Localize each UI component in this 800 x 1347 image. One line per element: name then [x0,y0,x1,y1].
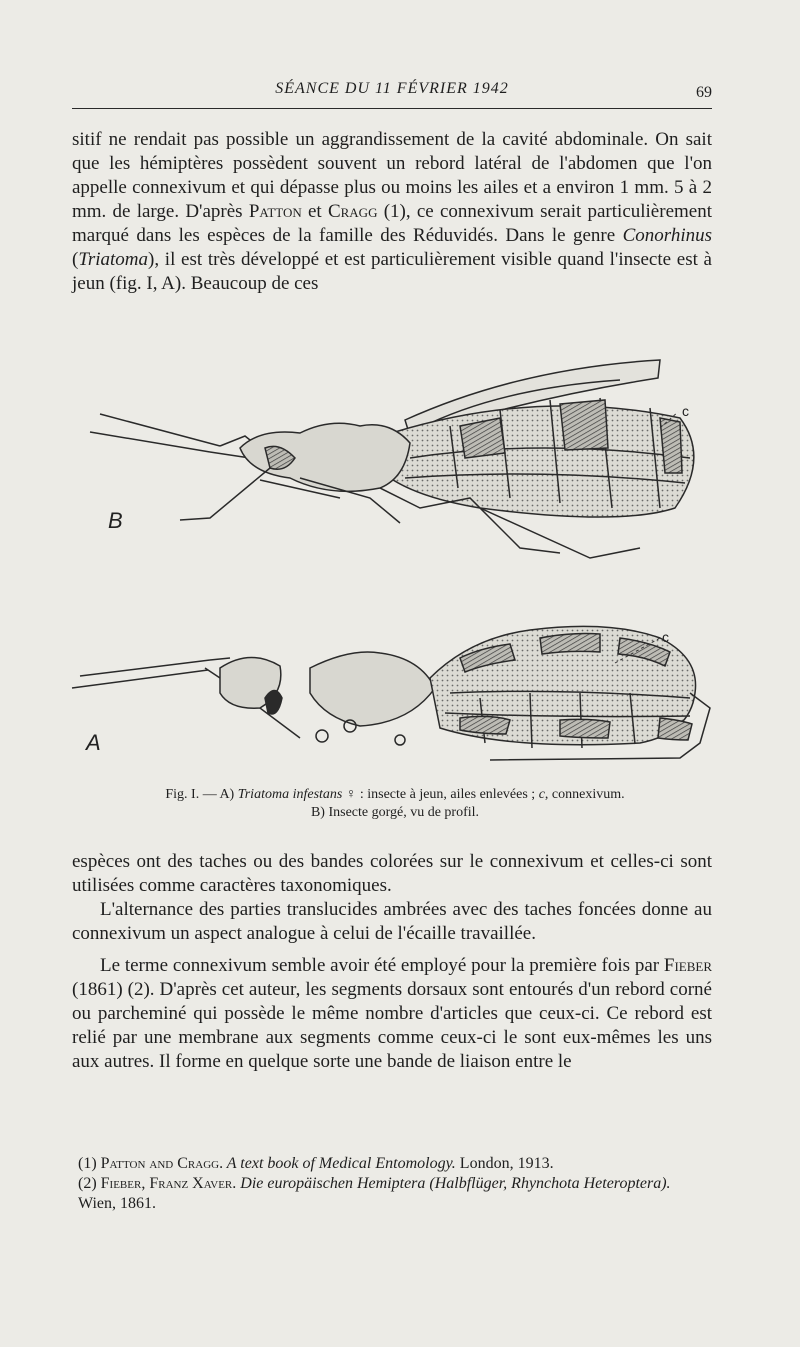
footnote-text: London, 1913. [455,1155,554,1172]
genus-name: Triatoma [78,249,149,270]
footnote-1 [78,1154,710,1174]
text-run: ( [72,249,79,270]
author-name: Patton [248,201,302,222]
text-run: (1), ce connexivum serait particulièrement marqué dans les espèces de la famille des Réduvidés. Dans le genre [72,201,712,246]
footnote-authors: Fieber, Franz Xaver. [100,1175,237,1192]
genus-name: Conorhinus [622,225,712,246]
footnote-number: (2) [78,1175,101,1192]
caption-line-2: B) Insecte gorgé, vu de profil. [310,805,480,820]
text-run: (1861) (2). D'après cet auteur, les segments dorsaux sont entourés d'un rebord corné ou parcheminé qui possède le même nombre d'articles que ceux-ci. Ce rebord est relié par une membrane aux segments comme ceux-ci le sont eux-mêmes les uns aux autres. Il forme en quelque sorte une bande de liaison entre le [72,979,712,1072]
footnote-authors: Patton and Cragg. [100,1155,224,1172]
connexivum-label-bottom: c [662,629,669,645]
text-run: ), il est très développé et est particulièrement visible quand l'insecte est à jeun (fig. I, A). Beaucoup de ces [72,249,712,294]
running-title: SÉANCE DU 11 FÉVRIER 1942 [275,80,509,97]
footnote-title: A text book of Medical Entomology. [223,1155,456,1172]
figure-caption [80,786,710,822]
figure-label-a: A [86,730,101,755]
species-name: Triatoma infestans [237,787,343,802]
paragraph: L'alternance des parties translucides ambrées avec des taches foncées donne au connexivum un aspect analogue à celui de l'écaille travaillée. [72,899,712,944]
footnote-2 [78,1174,710,1214]
paragraph [72,954,712,1074]
insect-illustration [60,348,720,778]
header-rule [72,108,712,109]
footnote-title: Die europäischen Hemiptera (Halbflüger, Rhynchota Heteroptera). [236,1175,671,1192]
connexivum-label-top: c [682,403,689,419]
body-text-bottom [72,850,712,1074]
caption-line-1 [80,786,710,804]
body-text-top [72,128,712,296]
footnote-text: Wien, 1861. [78,1195,157,1212]
caption-text: ♀ : insecte à jeun, ailes enlevées ; [342,787,539,802]
text-run: Le terme connexivum semble avoir été employé pour la première fois par [100,955,664,976]
paragraph: espèces ont des taches ou des bandes colorées sur le connexivum et celles-ci sont utilisées comme caractères taxonomiques. [72,851,712,896]
paragraph [72,128,712,296]
author-name: Cragg [327,201,378,222]
page-number: 69 [696,84,712,101]
caption-text: , connexivum. [544,787,625,802]
footnotes [78,1154,710,1214]
insect-a-drawing [72,626,710,760]
caption-text: Fig. I. — A) [165,787,238,802]
insect-b-drawing [90,360,694,558]
figure-insects [60,348,720,778]
text-run: sitif ne rendait pas possible un aggrandissement de la cavité abdominale. On sait que les hémiptères possèdent souvent un rebord latéral de l'abdomen que l'on appelle connexivum et qui dépasse plus ou moins les ailes et a environ 1 mm. 5 à 2 mm. de large. D'après [72,129,712,222]
author-name: Fieber [663,955,712,976]
caption-letter: c [538,787,545,802]
figure-label-b: B [108,508,123,533]
footnote-number: (1) [78,1155,101,1172]
page-header [72,80,712,104]
text-run: et [301,201,328,222]
